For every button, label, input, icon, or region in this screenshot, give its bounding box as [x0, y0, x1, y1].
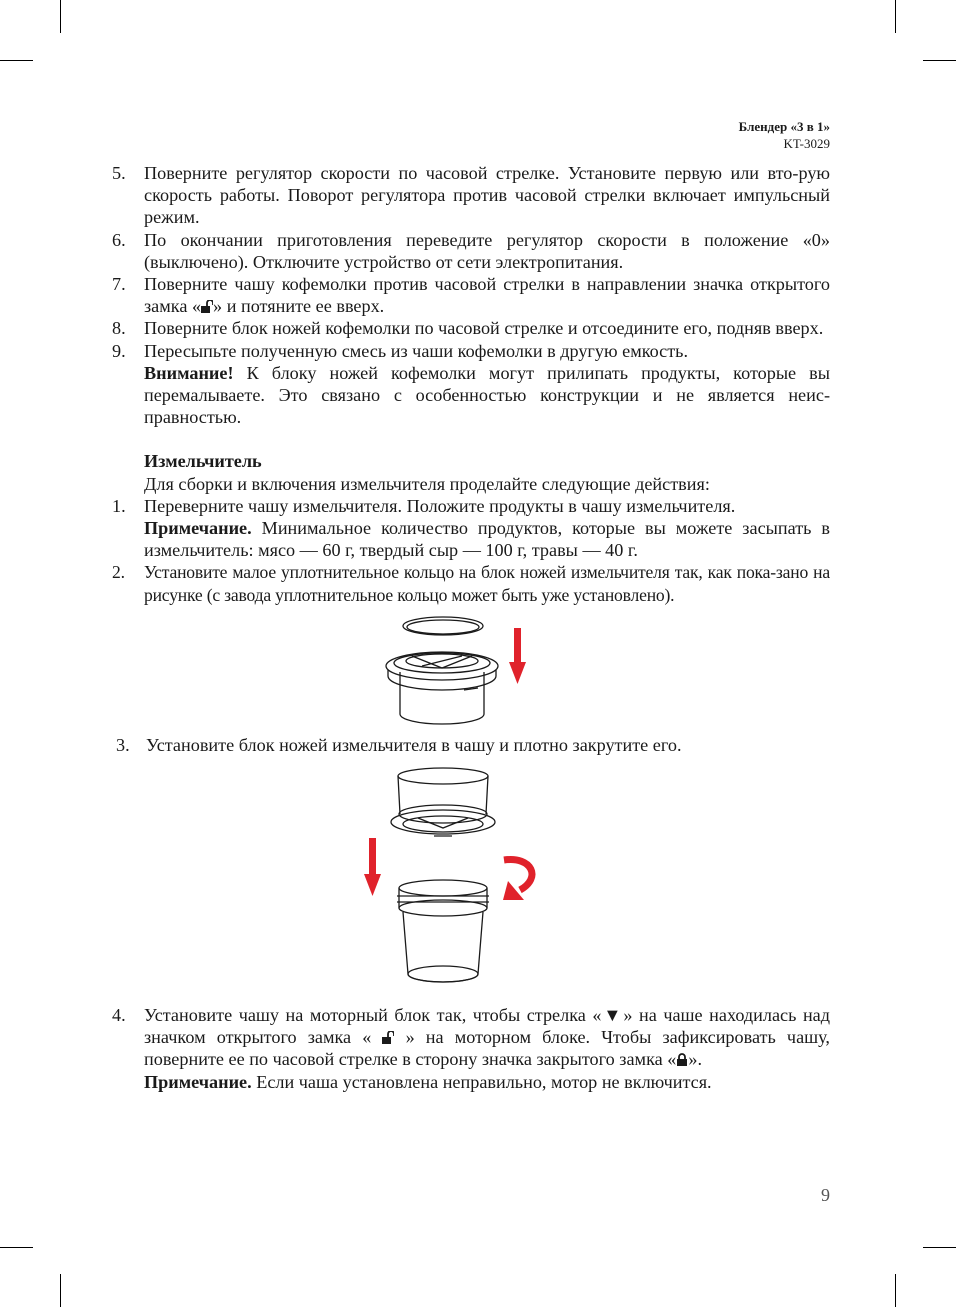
warning-paragraph — [112, 362, 830, 429]
rotation-arrow-icon — [503, 860, 532, 900]
note-label: Примечание. — [144, 518, 252, 539]
page-content — [112, 162, 830, 1093]
crop-mark — [60, 0, 61, 33]
item-text: Установите чашу на моторный блок так, чтобы стрелка «▼» на чаше находилась над значком открытого замка « — [144, 1005, 830, 1048]
section-intro: Для сборки и включения измельчителя проделайте следующие действия: — [144, 473, 710, 494]
figure-blade-into-bowl — [112, 756, 830, 1004]
item-number: 8. — [112, 318, 126, 339]
item-text-end: » и потяните ее вверх. — [213, 296, 385, 317]
note-paragraph — [112, 517, 830, 561]
crop-mark — [895, 0, 896, 33]
list-item — [112, 273, 830, 317]
crop-mark — [923, 60, 956, 61]
list-item — [112, 495, 830, 517]
item-text: Поверните чашу кофемолки против часовой стрелки в направлении значка открытого замка « — [144, 274, 830, 317]
open-lock-icon — [382, 1031, 394, 1044]
crop-mark — [0, 60, 33, 61]
item-text: Установите малое уплотнительное кольцо на блок ножей измельчителя так, как пока-зано на рисунке (с завода уплотнительное кольцо может быть уже установлено). — [144, 562, 830, 605]
header-model: KT-3029 — [783, 136, 830, 151]
crop-mark — [0, 1247, 33, 1248]
list-item — [112, 229, 830, 273]
item-text-mid: » на моторном блоке. Чтобы зафиксировать чашу, поверните ее по часовой стрелке в сторону значка закрытого замка « — [144, 1027, 830, 1070]
crop-mark — [895, 1274, 896, 1307]
item-text: Переверните чашу измельчителя. Положите продукты в чашу измельчителя. — [144, 495, 736, 516]
item-text: Пересыпьте полученную смесь из чаши кофемолки в другую емкость. — [144, 340, 689, 361]
item-text-end: ». — [688, 1049, 702, 1070]
list-item — [112, 162, 830, 229]
item-number: 3. — [116, 734, 130, 755]
note-label: Примечание. — [144, 1071, 252, 1092]
item-number: 6. — [112, 229, 126, 250]
item-text: Поверните регулятор скорости по часовой стрелке. Установите первую или вто-рую скорость работы. Поворот регулятора против часовой стрелки включает импульсный режим. — [144, 163, 830, 228]
open-lock-icon — [201, 300, 213, 313]
item-number: 7. — [112, 274, 126, 295]
crop-mark — [923, 1247, 956, 1248]
list-item — [112, 734, 830, 756]
item-text: По окончании приготовления переведите регулятор скорости в положение «0» (выключено). Отключите устройство от сети электропитания. — [144, 229, 830, 272]
crop-mark — [60, 1274, 61, 1307]
note-text: Минимальное количество продуктов, которые вы можете засыпать в измельчитель: мясо — 60 г, твердый сыр — 100 г, травы — 40 г. — [144, 518, 830, 561]
header-title: Блендер «3 в 1» — [738, 119, 830, 134]
ring-assembly-illustration — [112, 606, 830, 734]
warning-label: Внимание! — [144, 362, 234, 383]
figure-ring-assembly — [112, 606, 830, 734]
item-number: 5. — [112, 163, 126, 183]
running-header — [739, 118, 830, 152]
note-text: Если чаша установлена неправильно, мотор не включится. — [251, 1071, 712, 1092]
section-heading: Измельчитель — [144, 451, 262, 472]
closed-lock-icon — [676, 1053, 688, 1066]
page-number: 9 — [821, 1185, 830, 1205]
list-item — [112, 340, 830, 362]
item-number: 4. — [112, 1005, 126, 1026]
item-number: 2. — [112, 562, 125, 583]
red-arrow-icon — [509, 628, 526, 684]
list-item — [112, 317, 830, 339]
red-arrow-icon — [364, 838, 381, 896]
item-number: 9. — [112, 340, 126, 361]
item-text: Установите блок ножей измельчителя в чашу и плотно закрутите его. — [146, 734, 682, 755]
item-number: 1. — [112, 495, 126, 516]
note-paragraph — [112, 1071, 830, 1093]
list-item — [112, 1004, 830, 1071]
list-item — [112, 561, 830, 605]
blade-bowl-illustration — [112, 756, 830, 1004]
item-text: Поверните блок ножей кофемолки по часовой стрелке и отсоедините его, подняв вверх. — [144, 318, 824, 339]
warning-text: К блоку ножей кофемолки могут прилипать продукты, которые вы перемалываете. Это связано с особенностью конструкции и не является неис-правностью. — [144, 362, 830, 428]
